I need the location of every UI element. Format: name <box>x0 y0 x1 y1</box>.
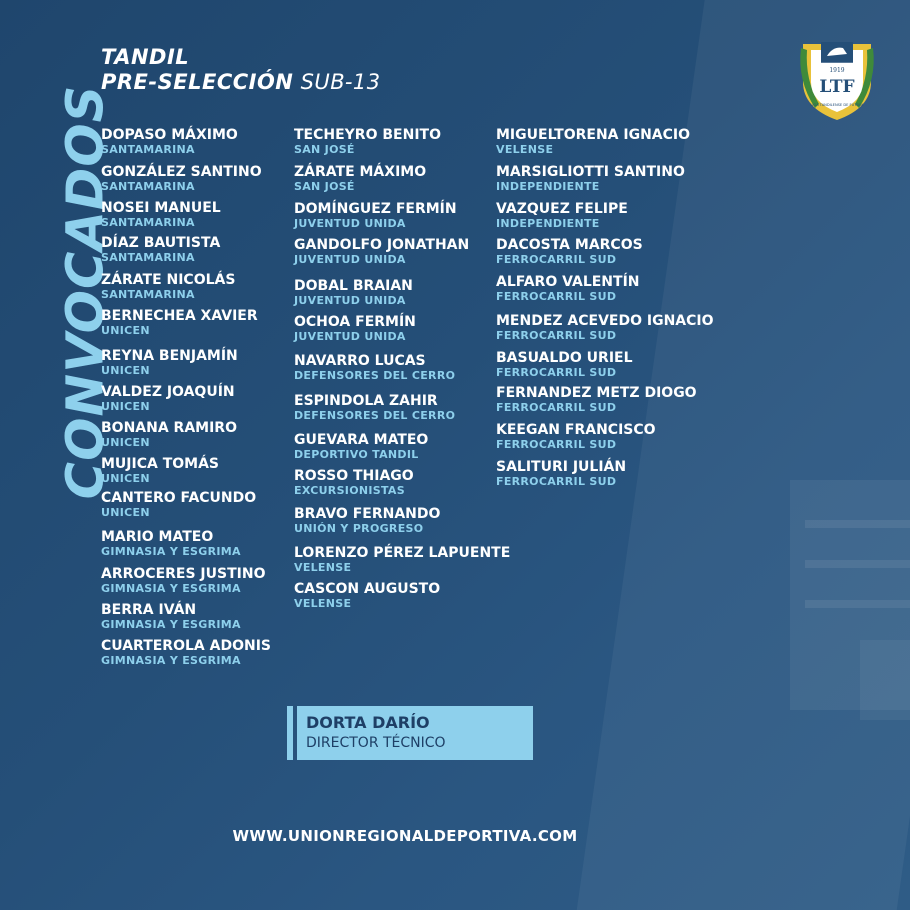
player-name: ARROCERES JUSTINO <box>101 566 266 582</box>
player-entry <box>294 278 413 308</box>
player-entry <box>496 237 643 267</box>
player-club: VELENSE <box>294 597 352 610</box>
player-entry <box>294 201 457 231</box>
player-club: SAN JOSÉ <box>294 180 355 193</box>
player-club: GIMNASIA Y ESGRIMA <box>101 654 241 667</box>
player-club: UNICEN <box>101 472 150 485</box>
player-club: SANTAMARINA <box>101 216 195 229</box>
player-club: INDEPENDIENTE <box>496 217 600 230</box>
player-entry <box>496 313 714 343</box>
player-club: INDEPENDIENTE <box>496 180 600 193</box>
player-name: LORENZO PÉREZ LAPUENTE <box>294 545 511 561</box>
player-club: UNICEN <box>101 436 150 449</box>
player-entry <box>101 566 265 596</box>
player-club: UNICEN <box>101 400 150 413</box>
player-name: REYNA BENJAMÍN <box>101 348 238 364</box>
player-club: FERROCARRIL SUD <box>496 366 617 379</box>
player-entry <box>101 348 238 378</box>
player-name: TECHEYRO BENITO <box>294 127 441 143</box>
player-club: VELENSE <box>496 143 554 156</box>
player-name: VALDEZ JOAQUÍN <box>101 384 235 400</box>
player-name: GANDOLFO JONATHAN <box>294 237 470 253</box>
player-entry <box>101 384 235 414</box>
player-entry <box>101 235 220 265</box>
player-club: GIMNASIA Y ESGRIMA <box>101 582 241 595</box>
player-entry <box>294 164 426 194</box>
background-stripe <box>805 600 910 608</box>
player-entry <box>496 459 626 489</box>
player-entry <box>101 529 241 559</box>
player-name: FERNANDEZ METZ DIOGO <box>496 385 697 401</box>
header-city: TANDIL <box>101 45 190 69</box>
player-club: EXCURSIONISTAS <box>294 484 405 497</box>
player-name: DOPASO MÁXIMO <box>101 127 238 143</box>
player-club: FERROCARRIL SUD <box>496 401 617 414</box>
player-club: UNIÓN Y PROGRESO <box>294 522 424 535</box>
player-entry <box>101 420 237 450</box>
player-name: OCHOA FERMÍN <box>294 314 416 330</box>
player-entry <box>294 468 414 498</box>
player-name: VAZQUEZ FELIPE <box>496 201 628 217</box>
website-link[interactable]: WWW.UNIONREGIONALDEPORTIVA.COM <box>232 827 578 845</box>
player-entry <box>101 164 262 194</box>
player-club: FERROCARRIL SUD <box>496 438 617 451</box>
player-entry <box>101 456 219 486</box>
player-name: ALFARO VALENTÍN <box>496 274 640 290</box>
player-entry <box>294 581 440 611</box>
side-title: CONVOCADOS <box>56 84 116 500</box>
header-title-bold: PRE-SELECCIÓN <box>101 70 294 94</box>
player-entry <box>496 127 690 157</box>
player-entry <box>294 314 416 344</box>
player-entry <box>294 353 455 383</box>
player-name: DOMÍNGUEZ FERMÍN <box>294 201 457 217</box>
player-name: MUJICA TOMÁS <box>101 456 220 472</box>
player-entry <box>101 490 256 520</box>
player-name: GUEVARA MATEO <box>294 432 429 448</box>
player-name: BASUALDO URIEL <box>496 350 633 366</box>
background-stripe <box>805 520 910 528</box>
player-name: NOSEI MANUEL <box>101 200 221 216</box>
player-club: JUVENTUD UNIDA <box>294 253 406 266</box>
player-club: FERROCARRIL SUD <box>496 329 617 342</box>
player-name: CASCON AUGUSTO <box>294 581 441 597</box>
header-title <box>101 70 381 94</box>
background-shape <box>860 640 910 720</box>
player-name: ZÁRATE NICOLÁS <box>101 272 236 288</box>
player-club: JUVENTUD UNIDA <box>294 294 406 307</box>
player-club: JUVENTUD UNIDA <box>294 330 406 343</box>
player-club: GIMNASIA Y ESGRIMA <box>101 545 241 558</box>
player-entry <box>496 201 628 231</box>
player-entry <box>101 308 258 338</box>
player-club: VELENSE <box>294 561 352 574</box>
player-name: MARSIGLIOTTI SANTINO <box>496 164 685 180</box>
player-name: NAVARRO LUCAS <box>294 353 426 369</box>
player-club: UNICEN <box>101 506 150 519</box>
player-entry <box>294 545 510 575</box>
player-name: KEEGAN FRANCISCO <box>496 422 656 438</box>
player-entry <box>496 274 640 304</box>
player-name: ZÁRATE MÁXIMO <box>294 164 427 180</box>
player-entry <box>101 127 238 157</box>
player-name: SALITURI JULIÁN <box>496 459 627 475</box>
player-name: CUARTEROLA ADONIS <box>101 638 271 654</box>
player-name: GONZÁLEZ SANTINO <box>101 164 262 180</box>
player-entry <box>294 506 440 536</box>
coach-role: DIRECTOR TÉCNICO <box>306 735 446 751</box>
player-name: MIGUELTORENA IGNACIO <box>496 127 691 143</box>
logo-ring-text: LIGA TANDILENSE DE FÚTBOL <box>810 103 864 107</box>
player-club: DEPORTIVO TANDIL <box>294 448 419 461</box>
player-club: SAN JOSÉ <box>294 143 355 156</box>
player-name: MARIO MATEO <box>101 529 214 545</box>
player-club: SANTAMARINA <box>101 180 195 193</box>
player-club: FERROCARRIL SUD <box>496 253 617 266</box>
player-entry <box>101 272 235 302</box>
player-club: SANTAMARINA <box>101 251 195 264</box>
league-logo <box>797 30 877 122</box>
player-name: MENDEZ ACEVEDO IGNACIO <box>496 313 714 329</box>
player-club: FERROCARRIL SUD <box>496 475 617 488</box>
player-entry <box>101 200 221 230</box>
player-club: UNICEN <box>101 324 150 337</box>
player-name: CANTERO FACUNDO <box>101 490 257 506</box>
player-name: DACOSTA MARCOS <box>496 237 643 253</box>
player-entry <box>101 638 271 668</box>
player-entry <box>294 393 455 423</box>
player-club: UNICEN <box>101 364 150 377</box>
player-name: BRAVO FERNANDO <box>294 506 441 522</box>
player-club: GIMNASIA Y ESGRIMA <box>101 618 241 631</box>
player-name: DOBAL BRAIAN <box>294 278 413 294</box>
player-entry <box>101 602 241 632</box>
player-name: BONANA RAMIRO <box>101 420 237 436</box>
player-name: ROSSO THIAGO <box>294 468 414 484</box>
player-entry <box>294 127 441 157</box>
player-entry <box>496 164 685 194</box>
player-club: SANTAMARINA <box>101 288 195 301</box>
logo-letters: LTF <box>819 77 855 97</box>
background-stripe <box>805 560 910 568</box>
player-entry <box>496 422 656 452</box>
coach-accent-bar <box>287 706 293 760</box>
coach-box <box>297 706 533 760</box>
coach-name: DORTA DARÍO <box>306 713 430 732</box>
header-title-rest: SUB-13 <box>300 70 381 94</box>
logo-year: 1919 <box>829 67 845 74</box>
player-club: FERROCARRIL SUD <box>496 290 617 303</box>
player-club: DEFENSORES DEL CERRO <box>294 369 456 382</box>
player-club: SANTAMARINA <box>101 143 195 156</box>
player-name: ESPINDOLA ZAHIR <box>294 393 438 409</box>
player-entry <box>496 385 697 415</box>
player-name: BERNECHEA XAVIER <box>101 308 258 324</box>
player-name: BERRA IVÁN <box>101 602 197 618</box>
player-club: DEFENSORES DEL CERRO <box>294 409 456 422</box>
player-name: DÍAZ BAUTISTA <box>101 235 221 251</box>
player-entry <box>294 432 428 462</box>
player-entry <box>294 237 469 267</box>
player-club: JUVENTUD UNIDA <box>294 217 406 230</box>
player-entry <box>496 350 633 380</box>
